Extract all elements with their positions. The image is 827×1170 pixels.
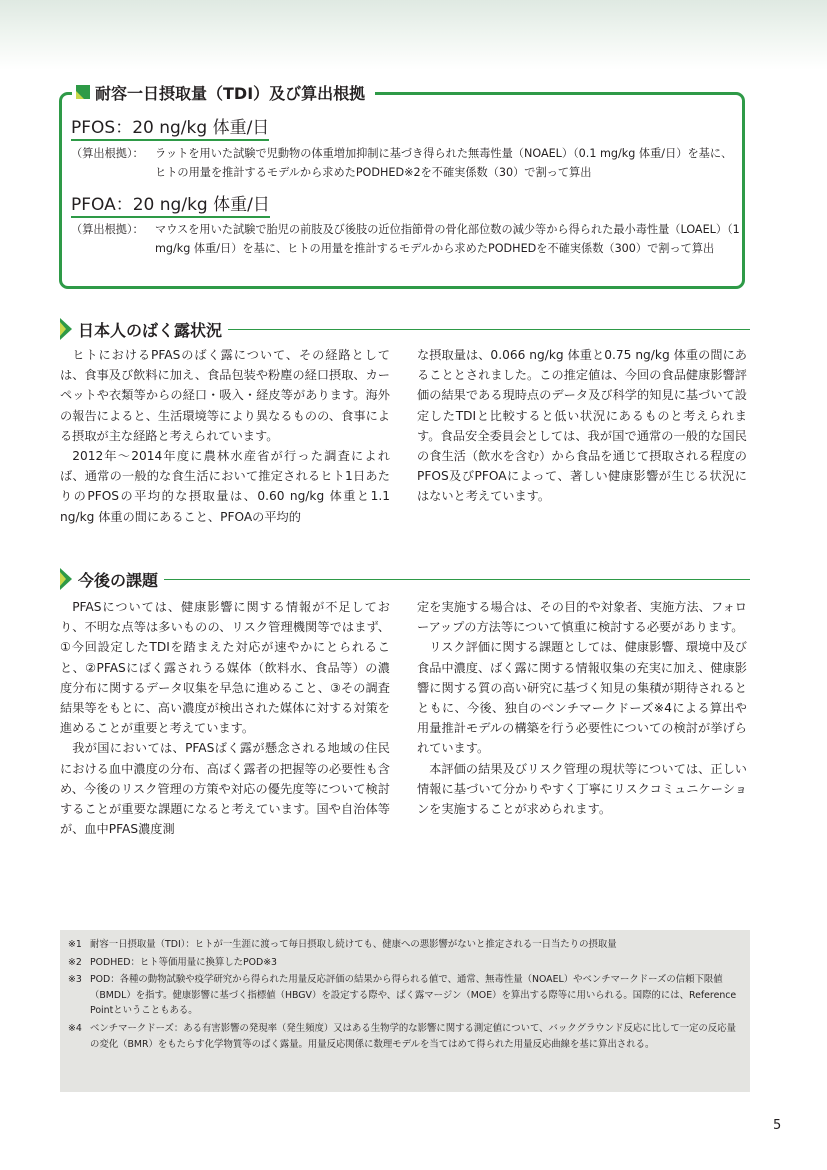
pfoa-basis-text: マウスを用いた試験で胎児の前肢及び後肢の近位指節骨の骨化部位数の減少等から得られた最小毒性量（LOAEL）（1 mg/kg 体重/日）を基に、ヒトの用量を推計するモデルから求めたPODHEDを不確実係数（300）で割って算出 <box>155 223 740 255</box>
paragraph: 定を実施する場合は、その目的や対象者、実施方法、フォローアップの方法等について慎重に検討する必要があります。 <box>417 600 747 635</box>
future-section-heading <box>60 566 750 592</box>
footnote-mark: ※3 <box>68 974 82 986</box>
footnote <box>68 1021 740 1052</box>
footnote-mark: ※2 <box>68 956 82 968</box>
pfoa-title: PFOA：20 ng/kg 体重/日 <box>71 190 270 218</box>
arrow-icon <box>60 318 72 340</box>
tdi-heading-text: 耐容一日摂取量（TDI）及び算出根拠 <box>95 83 366 103</box>
footnote <box>68 937 740 953</box>
footnote <box>68 955 740 971</box>
page-number: 5 <box>773 1118 782 1133</box>
exposure-left-column <box>60 345 390 527</box>
pfos-basis <box>71 144 741 182</box>
footnote-text: 耐容一日摂取量（TDI）：ヒトが一生涯に渡って毎日摂取し続けても、健康への悪影響がないと推定される一日当たりの摂取量 <box>90 939 617 950</box>
paragraph: 本評価の結果及びリスク管理の現状等については、正しい情報に基づいて分かりやすく丁寧にリスクコミュニケーションを実施することが求められます。 <box>417 761 747 817</box>
pfos-basis-label: （算出根拠）： <box>71 147 144 160</box>
footnote <box>68 972 740 1019</box>
paragraph: な摂取量は、0.066 ng/kg 体重と0.75 ng/kg 体重の間にあることとされました。この推定値は、今回の食品健康影響評価の結果である現時点のデータ及び科学的知見に基づいて設定したTDIと比較すると低い状況にあるものと考えられます。食品安全委員会としては、我が国で通常の一般的な国民の食生活（飲水を含む）から食品を通じて摂取される程度のPFOS及びPFOAによって、著しい健康影響が生じる状況にはないと考えています。 <box>417 348 747 504</box>
footnote-text: ベンチマークドーズ：ある有害影響の発現率（発生頻度）又はある生物学的な影響に関する測定値について、バックグラウンド反応に比して一定の反応量の変化（BMR）をもたらす化学物質等のばく露量。用量反応関係に数理モデルを当てはめて得られた用量反応曲線を基に算出される。 <box>90 1022 737 1050</box>
future-left-column <box>60 597 390 839</box>
footnote-mark: ※4 <box>68 1022 82 1034</box>
header-band <box>0 0 827 70</box>
paragraph: ヒトにおけるPFASのばく露について、その経路としては、食事及び飲料に加え、食品包装や粉塵の経口摂取、カーペットや衣類等からの経口・吸入・経皮等があります。海外の報告によると、生活環境等により異なるものの、食事による摂取が主な経路と考えられています。 <box>60 348 390 443</box>
footnotes-box <box>60 930 750 1092</box>
paragraph: 我が国においては、PFASばく露が懸念される地域の住民における血中濃度の分布、高ばく露者の把握等の必要性も含め、今後のリスク管理の方策や対応の優先度等について検討することが重要な課題になると考えています。国や自治体等が、血中PFAS濃度測 <box>60 741 390 837</box>
heading-rule <box>164 579 750 580</box>
square-bullet-icon <box>76 85 90 99</box>
exposure-right-column <box>417 345 747 507</box>
paragraph: リスク評価に関する課題としては、健康影響、環境中及び食品中濃度、ばく露に関する情報収集の充実に加え、健康影響に関する質の高い研究に基づく知見の集積が期待されるとともに、今後、独自のベンチマークドーズ※4による算出や用量推計モデルの構築を行う必要性についての検討が挙げられています。 <box>417 640 747 756</box>
future-title: 今後の課題 <box>78 570 159 590</box>
pfos-title: PFOS：20 ng/kg 体重/日 <box>71 113 269 141</box>
footnote-mark: ※1 <box>68 939 82 950</box>
future-right-column <box>417 597 747 819</box>
arrow-icon <box>60 568 72 590</box>
pfoa-basis <box>71 220 741 258</box>
exposure-title: 日本人のばく露状況 <box>78 320 223 340</box>
heading-rule <box>228 329 750 330</box>
paragraph: 2012年～2014年度に農林水産省が行った調査によれば、通常の一般的な食生活において推定されるヒト1日あたりのPFOSの平均的な摂取量は、0.60 ng/kg 体重と1.1 ng/kg 体重の間にあること、PFOAの平均的 <box>60 449 390 524</box>
paragraph: PFASについては、健康影響に関する情報が不足しており、不明な点等は多いものの、リスク管理機関等ではまず、①今回設定したTDIを踏まえた対応が速やかにとられること、②PFASにばく露されうる媒体（飲料水、食品等）の濃度分布に関するデータ収集を早急に進めること、③その調査結果等をもとに、高い濃度が検出された媒体に対する対策を進めることが重要と考えています。 <box>60 600 390 736</box>
footnote-text: POD：各種の動物試験や疫学研究から得られた用量反応評価の結果から得られる値で、通常、無毒性量（NOAEL）やベンチマークドーズの信頼下限値（BMDL）を指す。健康影響に基づく指標値（HBGV）を設定する際や、ばく露マージン（MOE）を算出する際等に用いられる。国際的には、Reference Pointということもある。 <box>90 974 737 1017</box>
pfoa-basis-label: （算出根拠）： <box>71 223 144 236</box>
footnote-text: PODHED：ヒト等価用量に換算したPOD※3 <box>90 956 278 968</box>
tdi-heading <box>72 80 375 104</box>
pfos-basis-text: ラットを用いた試験で児動物の体重増加抑制に基づき得られた無毒性量（NOAEL）（0.1 mg/kg 体重/日）を基に、ヒトの用量を推計するモデルから求めたPODHED※2を不確実係数（30）で割って算出 <box>155 147 733 179</box>
exposure-section-heading <box>60 316 750 342</box>
